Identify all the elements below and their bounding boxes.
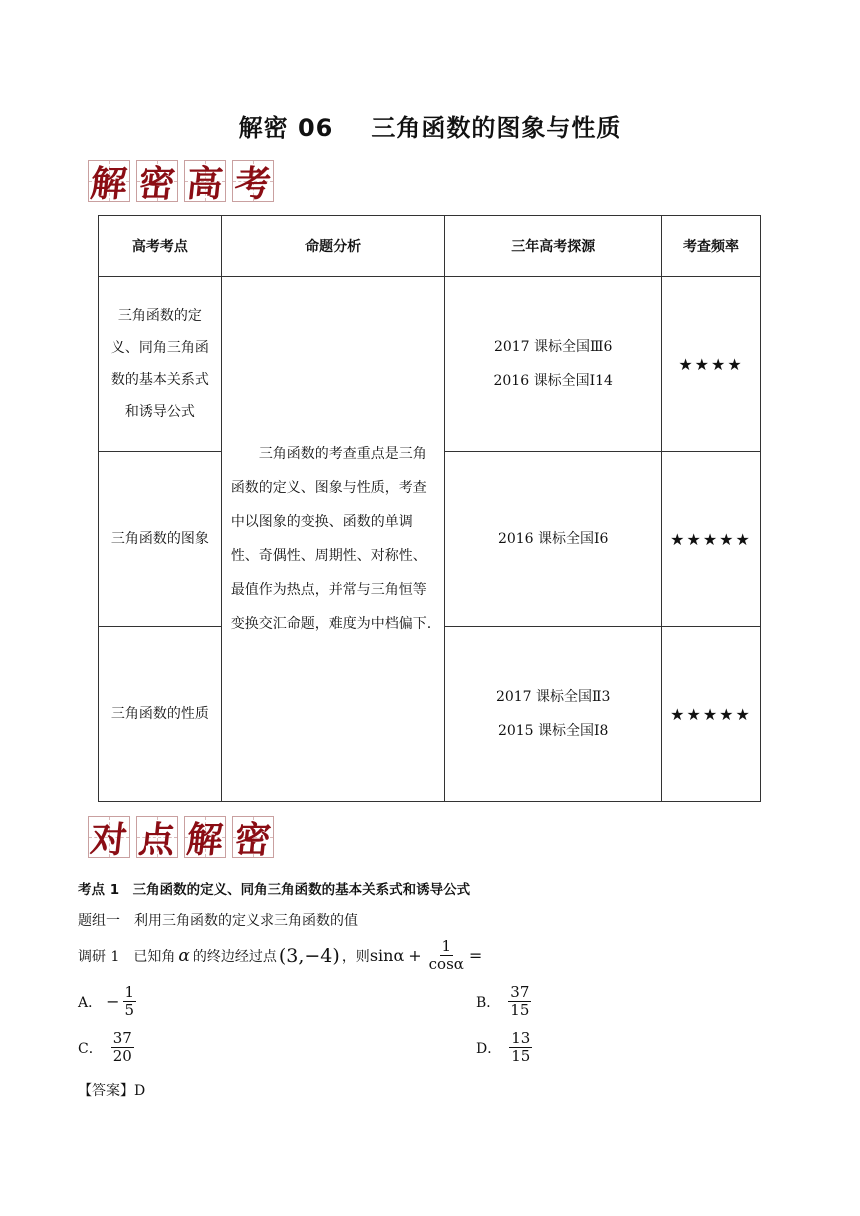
header-cell: 高考考点 <box>99 216 222 277</box>
fraction <box>508 984 531 1020</box>
question-then: ，则 <box>341 948 370 965</box>
exam-points-table <box>98 215 761 802</box>
banner-char: 解 <box>184 816 226 858</box>
header-cell: 三年高考探源 <box>445 216 662 277</box>
fraction-numerator: 13 <box>511 1029 531 1047</box>
option-c <box>78 1030 137 1066</box>
option-label: D． <box>476 1040 502 1057</box>
question-prefix: 调研 1 已知角 <box>78 948 176 965</box>
kaodian-heading: 考点 1 三角函数的定义、同角三角函数的基本关系式和诱导公式 <box>78 882 471 898</box>
banner-char: 考 <box>232 160 274 202</box>
page-title <box>0 108 860 143</box>
plus-sign: + <box>408 946 422 966</box>
header-cell: 考查频率 <box>662 216 761 277</box>
fraction <box>509 1030 532 1066</box>
frequency-stars: ★★★★★ <box>662 452 761 627</box>
sin-term: sinα <box>369 946 405 966</box>
banner-char: 点 <box>136 816 178 858</box>
fraction-numerator: 37 <box>510 983 530 1001</box>
topic-cell: 三角函数的性质 <box>99 627 222 802</box>
source-line: 2015 课标全国Ⅰ8 <box>497 723 609 739</box>
answer-line: 【答案】D <box>78 1083 146 1099</box>
source-line: 2016 课标全国Ⅰ14 <box>493 373 613 389</box>
source-cell <box>445 277 662 452</box>
option-label: C． <box>78 1040 103 1057</box>
fraction <box>111 1030 134 1066</box>
banner-char: 密 <box>232 816 274 858</box>
option-a <box>78 984 139 1020</box>
banner-char: 解 <box>88 160 130 202</box>
frequency-stars: ★★★★★ <box>662 627 761 802</box>
tizu-heading: 题组一 利用三角函数的定义求三角函数的值 <box>78 913 358 929</box>
table-header-row <box>99 216 761 277</box>
title-code: 解密 06 <box>238 114 334 142</box>
banner-char: 高 <box>184 160 226 202</box>
fraction <box>429 938 464 974</box>
fraction-numerator: 1 <box>441 937 452 955</box>
option-label: A． <box>78 994 103 1011</box>
question-stem <box>78 938 482 974</box>
fraction-denominator: 15 <box>510 1001 530 1020</box>
source-line: 2016 课标全国Ⅰ6 <box>497 531 609 547</box>
topic-cell: 三角函数的图象 <box>99 452 222 627</box>
analysis-cell <box>221 277 445 802</box>
source-line: 2017 课标全国Ⅱ3 <box>495 689 611 705</box>
source-cell <box>445 627 662 802</box>
topic-cell: 三角函数的定义、同角三角函数的基本关系式和诱导公式 <box>99 277 222 452</box>
equals-sign: = <box>468 946 483 966</box>
fraction-denominator: 20 <box>112 1047 132 1066</box>
source-cell <box>445 452 662 627</box>
frequency-stars: ★★★★ <box>662 277 761 452</box>
fraction-denominator: 5 <box>124 1001 135 1020</box>
option-label: B． <box>476 994 501 1011</box>
banner-char: 密 <box>136 160 178 202</box>
analysis-text: 三角函数的考查重点是三角函数的定义、图象与性质，考查中以图象的变换、函数的单调性、奇偶性、周期性、对称性、最值作为热点，并常与三角恒等变换交汇命题，难度为中档偏下. <box>230 446 432 632</box>
fraction-numerator: 37 <box>112 1029 132 1047</box>
question-mid: 的终边经过点 <box>192 948 277 965</box>
fraction-denominator: cosα <box>428 955 464 974</box>
banner-duidian-jiemi <box>88 816 274 861</box>
fraction-denominator: 15 <box>511 1047 531 1066</box>
banner-jiemi-gaokao <box>88 160 274 205</box>
title-text: 三角函数的图象与性质 <box>371 114 622 142</box>
banner-char: 对 <box>88 816 130 858</box>
fraction <box>123 984 137 1020</box>
question-point: (3,−4) <box>278 944 340 967</box>
source-line: 2017 课标全国Ⅲ6 <box>493 339 613 355</box>
option-d <box>476 1030 535 1066</box>
table-row <box>99 277 761 452</box>
alpha-symbol: α <box>178 945 190 966</box>
option-b <box>476 984 534 1020</box>
header-cell: 命题分析 <box>221 216 445 277</box>
fraction-numerator: 1 <box>124 983 135 1001</box>
minus-sign: − <box>106 992 120 1012</box>
